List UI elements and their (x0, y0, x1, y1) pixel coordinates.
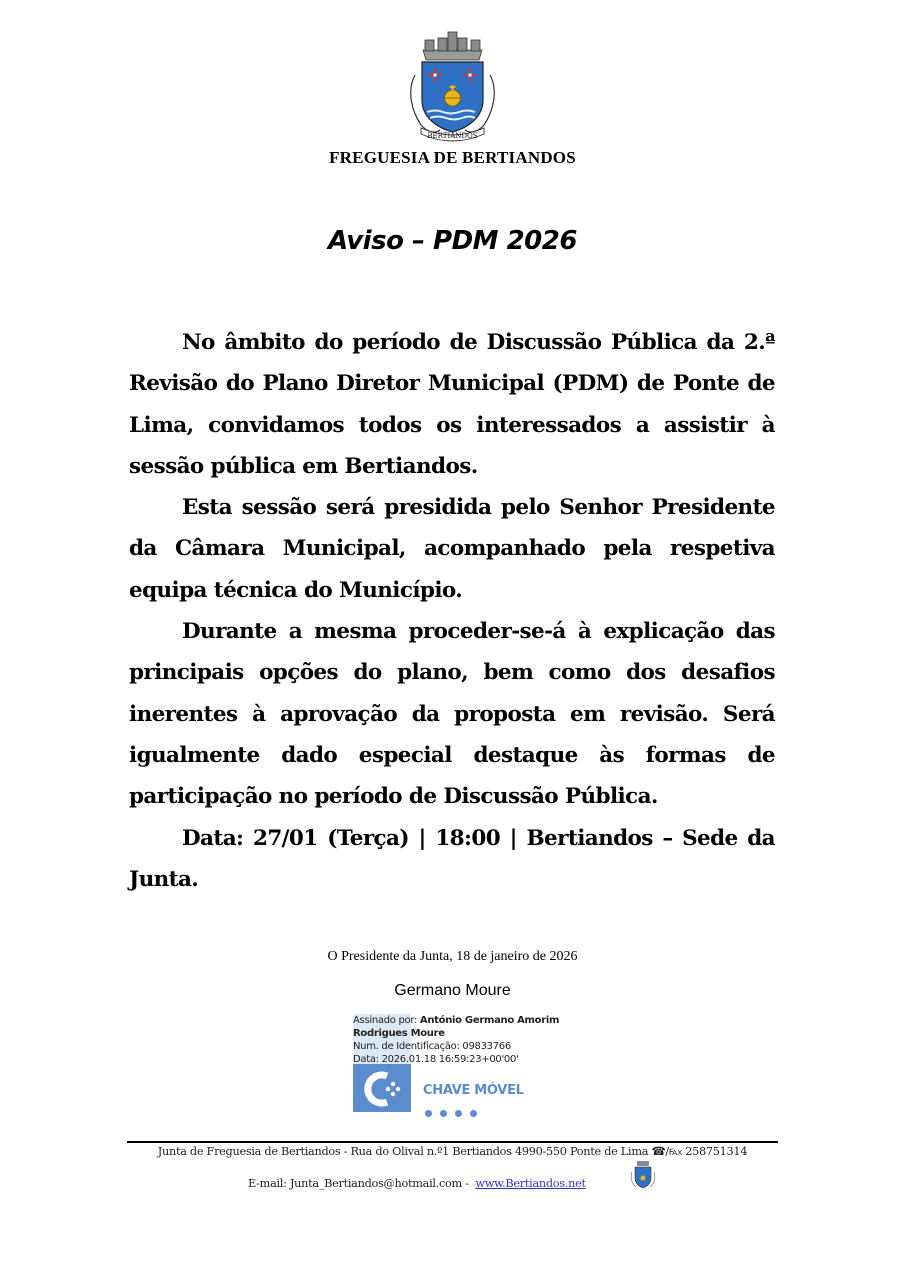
signed-by-name: António Germano Amorim (419, 1015, 560, 1026)
signature-date: Data: 2026.01.18 16:59:23+00'00' (353, 1054, 519, 1065)
footer-address: Junta de Freguesia de Bertiandos - Rua do Olival n.º1 Bertiandos 4990-550 Ponte de Lima ☎/℻ 258751314 (157, 1145, 748, 1158)
chave-movel-dots (425, 1104, 485, 1122)
paragraph-presidency: Esta sessão será presidida pelo Senhor Presidente da Câmara Municipal, acompanhado pela respetiva equipa técnica do Município. (129, 495, 775, 603)
parish-crest-logo (405, 30, 500, 142)
footer-divider (127, 1141, 778, 1143)
document-title: Aviso – PDM 2026 (328, 226, 577, 256)
paragraph-date: Data: 27/01 (Terça) | 18:00 | Bertiandos – Sede da Junta. (129, 825, 775, 892)
svg-text:BERTIANDOS: BERTIANDOS (427, 132, 478, 140)
footer-email: E-mail: Junta_Bertiandos@hotmail.com - (248, 1177, 469, 1190)
digital-signature-stamp (353, 1014, 593, 1114)
chave-movel-brand: CHAVE MÓVEL (423, 1083, 524, 1098)
signer-id: Num. de Identificação: 09833766 (353, 1041, 511, 1052)
paragraph-intro: No âmbito do período de Discussão Pública da 2.ª Revisão do Plano Diretor Municipal (PDM) de Ponte de Lima, convidamos todos os interessados a assistir à sessão pública em Bertiandos. (129, 330, 775, 479)
signed-by-name-cont: Rodrigues Moure (353, 1028, 445, 1039)
signature-line: O Presidente da Junta, 18 de janeiro de 2026 (327, 949, 578, 964)
signed-by-label: Assinado por: (353, 1015, 418, 1026)
notice-body (129, 322, 775, 900)
signer-name: Germano Moure (394, 982, 511, 999)
footer-contact (248, 1177, 586, 1190)
signature-details (353, 1014, 559, 1066)
chave-movel-logo-icon (353, 1064, 411, 1112)
paragraph-agenda: Durante a mesma proceder-se-á à explicação das principais opções do plano, bem como dos desafios inerentes à aprovação da proposta em revisão. Será igualmente dado especial destaque às formas de participação no período de Discussão Pública. (129, 619, 775, 810)
organization-name: FREGUESIA DE BERTIANDOS (329, 148, 576, 167)
mini-crest-icon (630, 1160, 656, 1190)
website-link[interactable]: www.Bertiandos.net (475, 1177, 586, 1190)
